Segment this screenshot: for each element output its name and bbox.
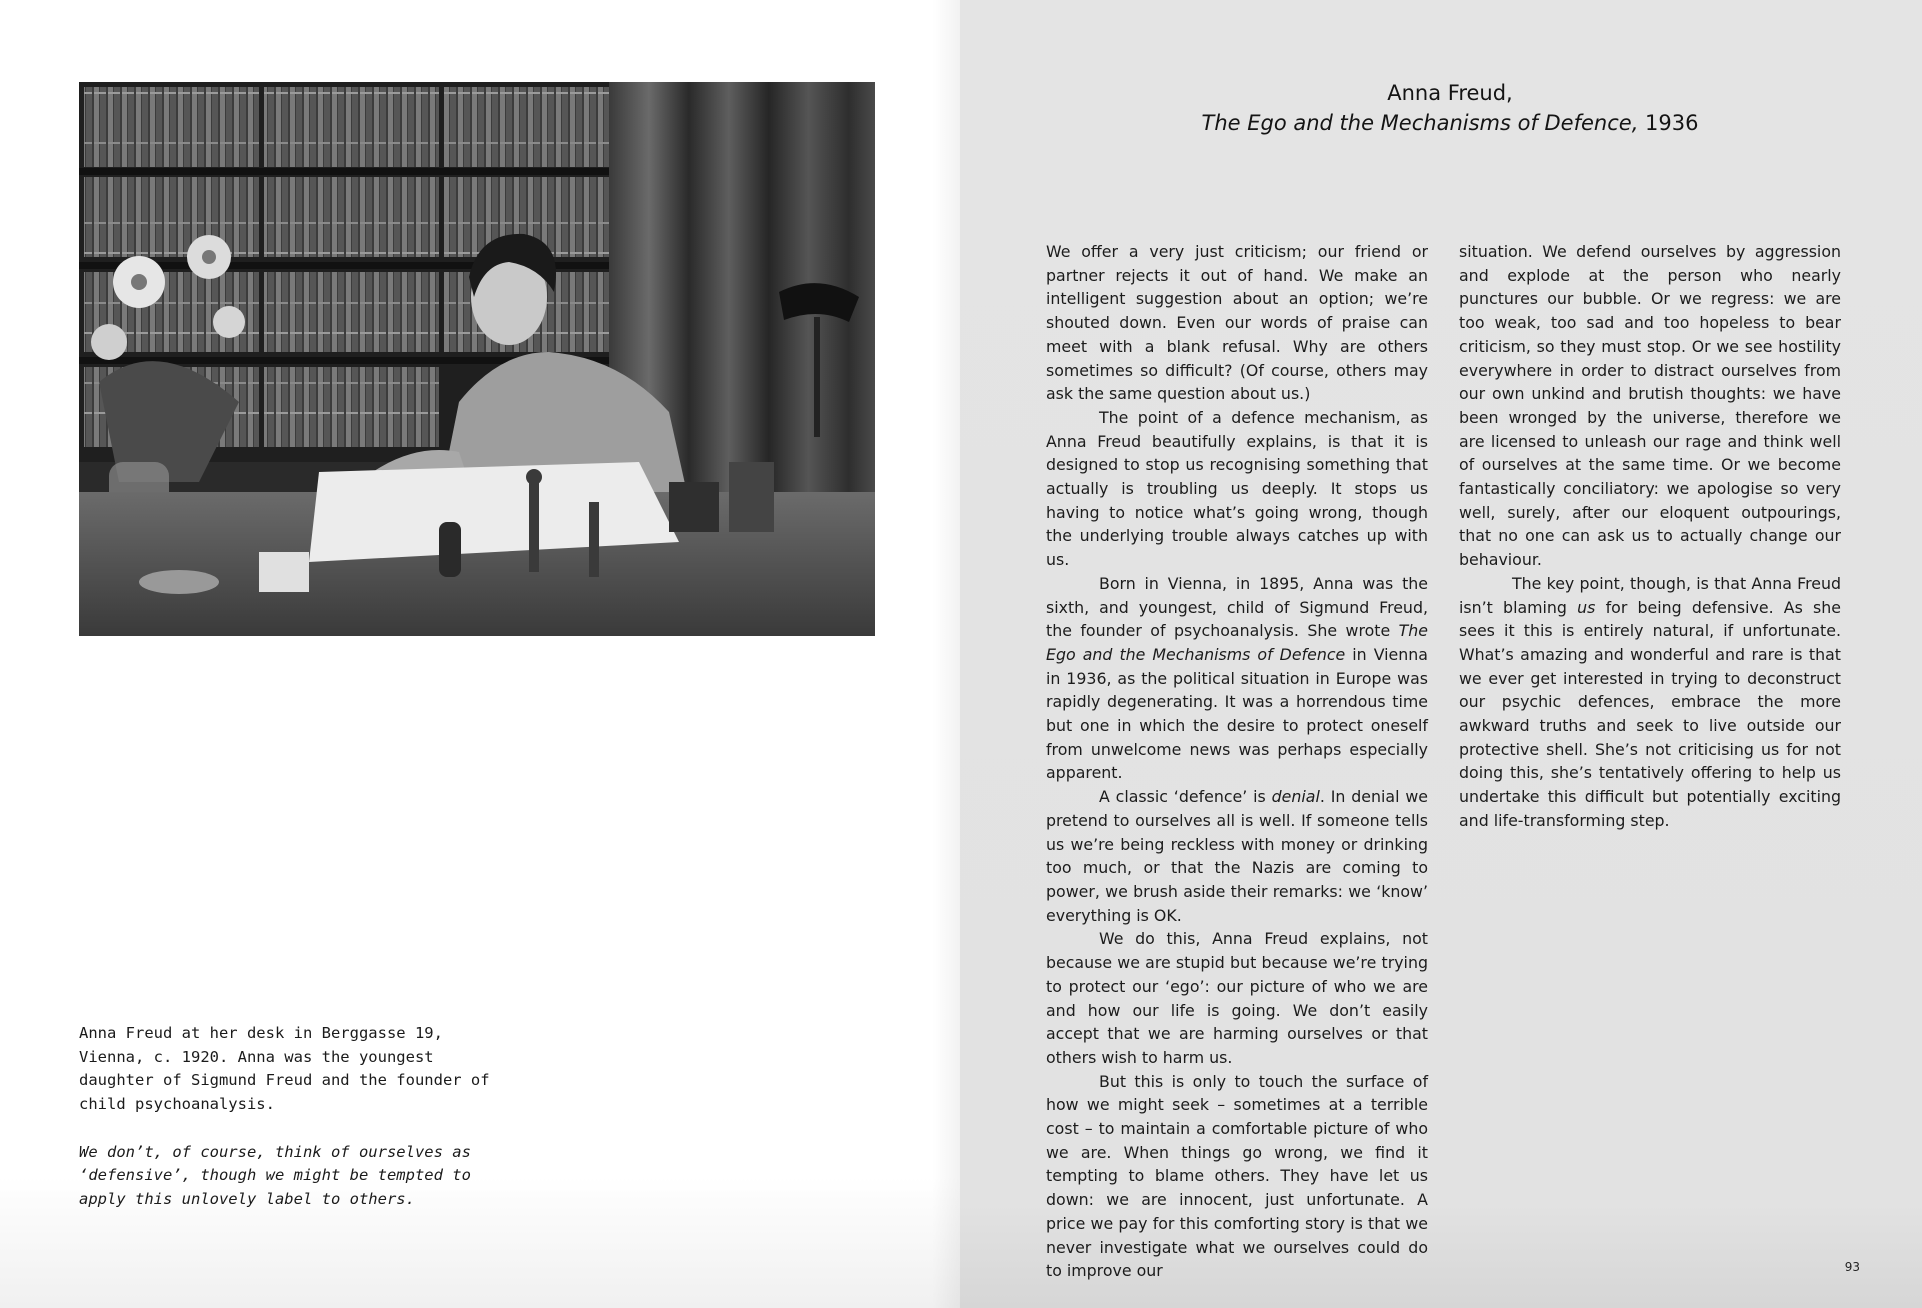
title-year: 1936 [1638,111,1699,135]
paragraph-6: But this is only to touch the surface of how we might seek – sometimes at a terrible cost – to maintain a comfortable picture of who we are. When things go wrong, we find it tempting to blame others. They have let us down: we are innocent, just unfortunate. A price we pay for this comforting story is that we never investigate what we ourselves could do to improve our [1046,1071,1428,1281]
paragraph-4 [1046,785,1428,927]
photo-illustration [79,82,875,636]
caption-text: Anna Freud at her desk in Berggasse 19, Vienna, c. 1920. Anna was the youngest daughter of Sigmund Freud and the founder of child psychoanalysis. [79,1024,490,1114]
paragraph-5: We do this, Anna Freud explains, not because we are stupid but because we’re trying to protect our ‘ego’: our picture of who we are and how our life is going. We don’t easily accept that we are harming ourselves or that others wish to harm us. [1046,929,1428,1067]
gutter-shadow [932,0,960,1308]
paragraph-7-us: us [1577,597,1596,617]
paragraph-7 [1459,572,1841,833]
chapter-title [1090,78,1810,138]
title-work-line [1090,108,1810,138]
paragraph-6-continued: situation. We defend ourselves by aggression and explode at the person who nearly punctures our bubble. Or we regress: we are too weak, too sad and too hopeless to bear criticism, so they must stop. Or we see hostility everywhere in order to distract ourselves from our own unkind and brutish thoughts: we have been wronged by the universe, therefore we are licensed to unleash our rage and think well of ourselves at the same time. Or we become fantastically conciliatory: we apologise so very well, surely, after our eloquent outpourings, that no one can ask us to actually change our behaviour. [1459,242,1841,570]
paragraph-2: The point of a defence mechanism, as Anna Freud beautifully explains, is that it is designed to stop us recognising something that actually is troubling us deeply. It stops us having to notice what’s going wrong, though the underlying trouble always catches up with us. [1046,407,1428,570]
paragraph-3 [1046,572,1428,785]
title-author: Anna Freud, [1387,81,1513,105]
title-work: The Ego and the Mechanisms of Defence, [1201,111,1639,135]
paragraph-4-b: . In denial we pretend to ourselves all is well. If someone tells us we’re being reckless with money or drinking too much, or that the Nazis are coming to power, we brush aside their remarks: we ‘know’ everything is OK. [1046,787,1428,925]
body-column-1 [1046,240,1428,1283]
paragraph-3-a: Born in Vienna, in 1895, Anna was the sixth, and youngest, child of Sigmund Freud, the founder of psychoanalysis. She wrote [1046,573,1428,641]
paragraph-3-b: in Vienna in 1936, as the political situation in Europe was rapidly degenerating. It was a horrendous time but one in which the desire to protect oneself from unwelcome news was perhaps especially apparent. [1046,644,1428,783]
paragraph-1: We offer a very just criticism; our friend or partner rejects it out of hand. We make an intelligent suggestion about an option; we’re shouted down. Even our words of praise can meet with a blank refusal. Why are others sometimes so difficult? (Of course, others may ask the same question about us.) [1046,242,1428,404]
paragraph-7-b: for being defensive. As she sees it this is entirely natural, if unfortunate. What’s amazing and wonderful and rare is that we ever get interested in trying to deconstruct our psychic defences, embrace the more awkward truths and seek to live outside our protective shell. She’s not criticising us for not doing this, she’s tentatively offering to help us undertake this difficult but potentially exciting and life-transforming step. [1459,597,1841,830]
caption-quote: We don’t, of course, think of ourselves as ‘defensive’, though we might be tempted to apply this unlovely label to others. [79,1142,471,1208]
left-page [0,0,960,1308]
paragraph-7-a: The key point, though, is that Anna Freud isn’t blaming [1459,573,1841,617]
paragraph-4-a: A classic ‘defence’ is [1099,787,1272,807]
paragraph-4-term: denial [1271,787,1320,807]
anna-freud-photograph [79,82,875,636]
page-number: 93 [1844,1260,1860,1274]
body-column-2 [1459,240,1841,833]
paragraph-3-work: The Ego and the Mechanisms of Defence [1046,621,1428,664]
photo-caption [79,1022,499,1212]
